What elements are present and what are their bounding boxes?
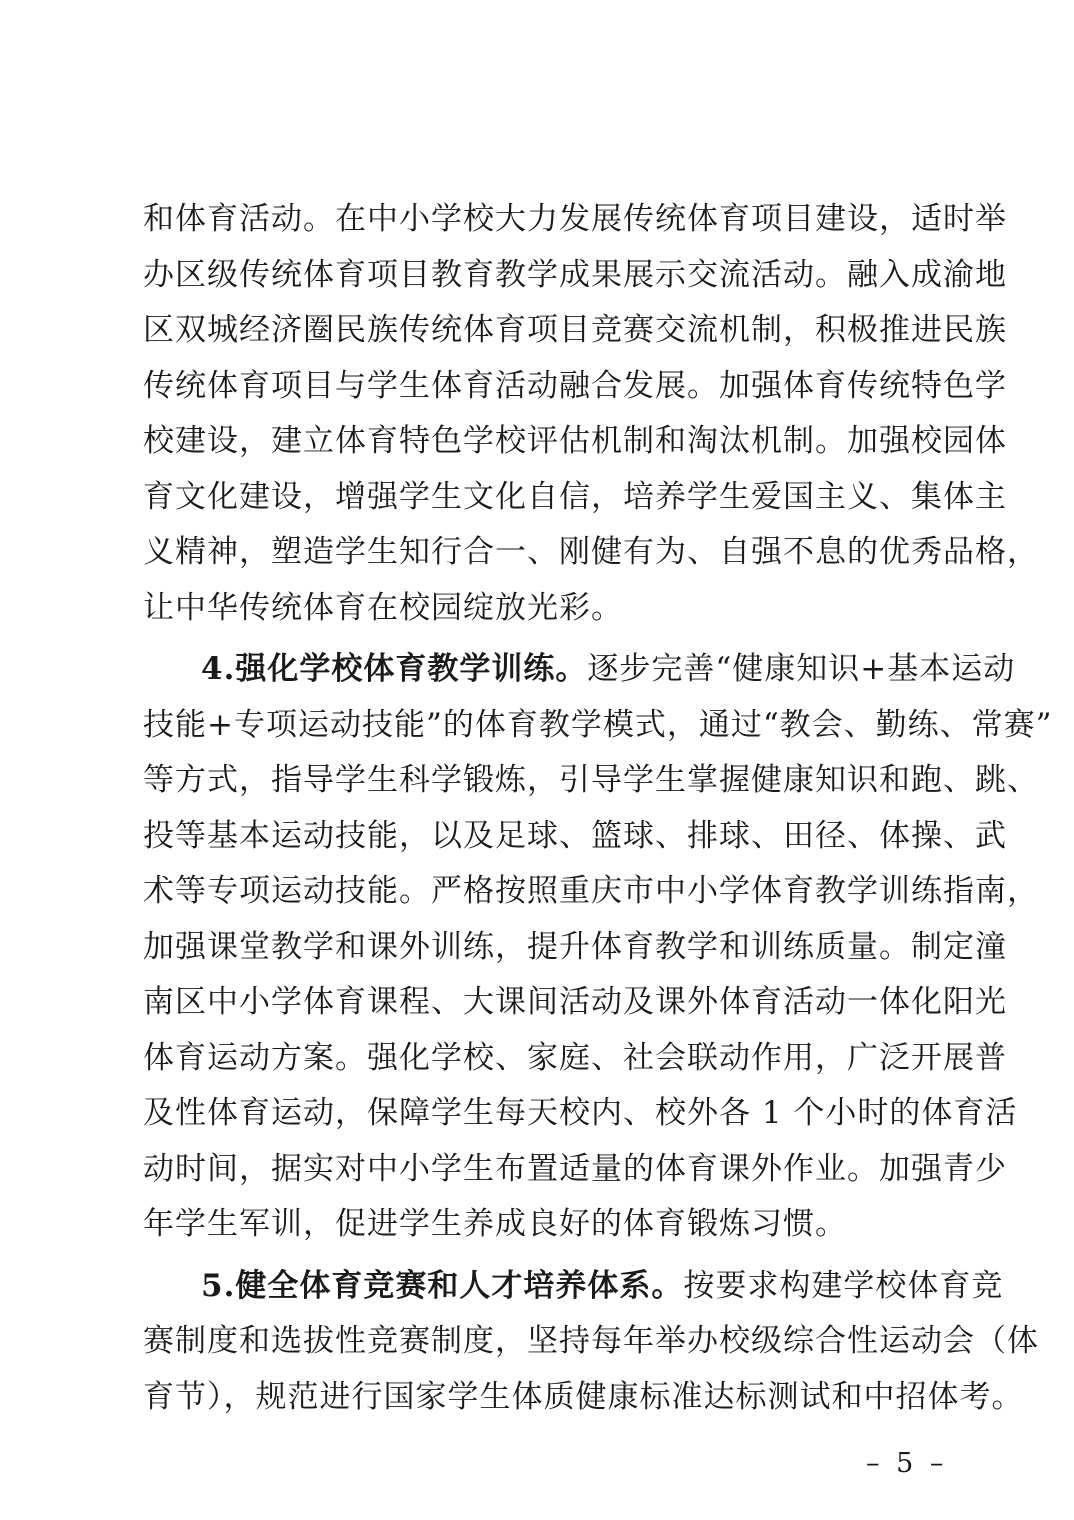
paragraph-1 <box>143 192 1039 636</box>
text-line: 投等基本运动技能，以及足球、篮球、排球、田径、体操、武 <box>143 817 1007 854</box>
paragraph-3 <box>143 1259 1039 1426</box>
text-line: 校建设，建立体育特色学校评估机制和淘汰机制。加强校园体 <box>143 423 1007 459</box>
text-line: 义精神，塑造学生知行合一、刚健有为、自强不息的优秀品格， <box>143 534 1039 570</box>
text-line: 动时间，据实对中小学生布置适量的体育课外作业。加强青少 <box>143 1150 1007 1187</box>
text-line: 加强课堂教学和课外训练，提升体育教学和训练质量。制定潼 <box>143 928 1007 965</box>
text-span: 逐步完善“健康知识+基本运动 <box>587 651 1016 687</box>
text-line: 让中华传统体育在校园绽放光彩。 <box>143 589 623 626</box>
text-line: 技能+专项运动技能”的体育教学模式，通过“教会、勤练、常赛” <box>143 706 1053 743</box>
text-line: 传统体育项目与学生体育活动融合发展。加强体育传统特色学 <box>143 367 1007 404</box>
paragraph-2 <box>143 642 1053 1253</box>
text-line: 体育运动方案。强化学校、家庭、社会联动作用，广泛开展普 <box>143 1039 1007 1076</box>
text-line: 及性体育运动，保障学生每天校内、校外各 1 个小时的体育活 <box>143 1095 1018 1131</box>
text-line: 育节），规范进行国家学生体质健康标准达标测试和中招体考。 <box>143 1378 1024 1415</box>
section-heading: 4.强化学校体育教学训练。 <box>201 651 588 687</box>
text-line: 等方式，指导学生科学锻炼，引导学生掌握健康知识和跑、跳、 <box>143 762 1039 798</box>
text-line <box>143 642 1016 698</box>
document-body <box>143 192 1053 1425</box>
text-line: 术等专项运动技能。严格按照重庆市中小学体育教学训练指南， <box>143 873 1039 909</box>
text-line: 赛制度和选拔性竞赛制度，坚持每年举办校级综合性运动会（体 <box>143 1323 1039 1359</box>
text-line: 南区中小学体育课程、大课间活动及课外体育活动一体化阳光 <box>143 984 1007 1020</box>
text-line: 和体育活动。在中小学校大力发展传统体育项目建设，适时举 <box>143 201 1007 237</box>
text-line: 办区级传统体育项目教育教学成果展示交流活动。融入成渝地 <box>143 256 1007 293</box>
section-heading: 5.健全体育竞赛和人才培养体系。 <box>201 1267 684 1304</box>
page-number: – 5 – <box>866 1448 948 1479</box>
text-line: 育文化建设，增强学生文化自信，培养学生爱国主义、集体主 <box>143 478 1007 515</box>
text-line: 区双城经济圈民族传统体育项目竞赛交流机制，积极推进民族 <box>143 312 1007 348</box>
text-line: 年学生军训，促进学生养成良好的体育锻炼习惯。 <box>143 1206 847 1242</box>
text-span: 按要求构建学校体育竞 <box>683 1267 1004 1304</box>
text-line <box>143 1259 1004 1315</box>
